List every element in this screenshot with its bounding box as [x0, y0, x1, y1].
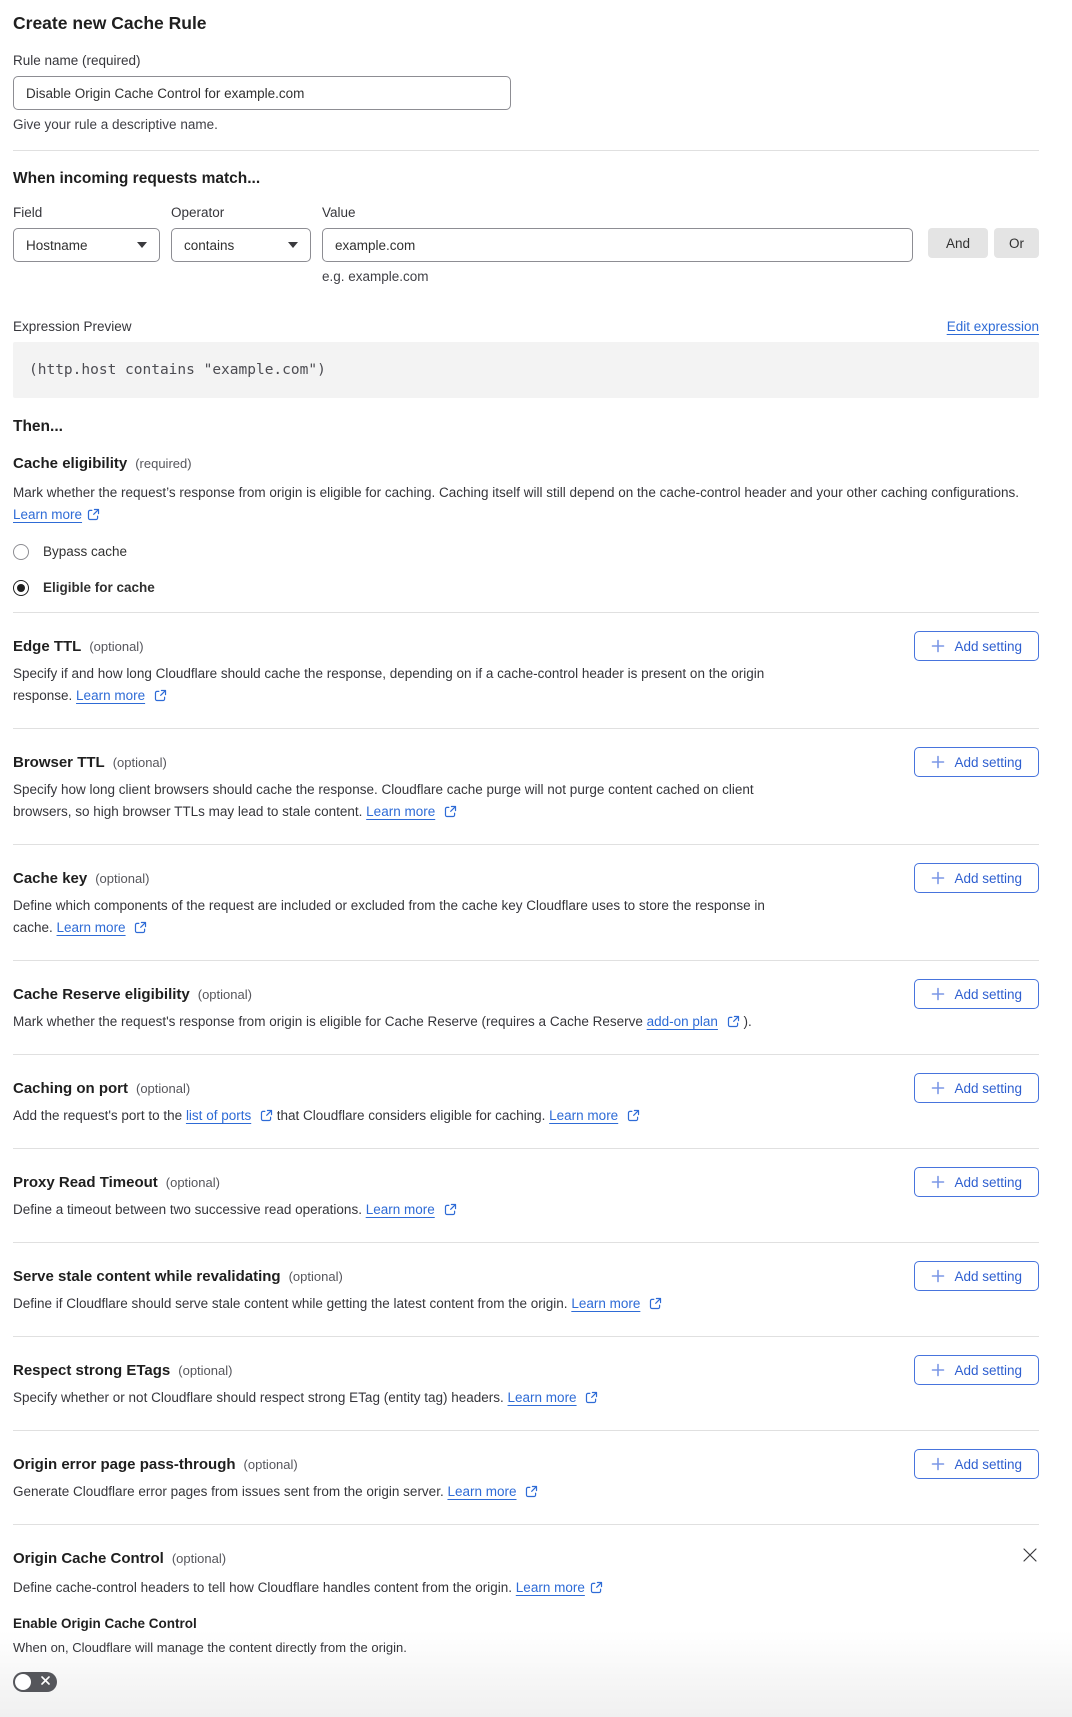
external-link-icon — [627, 1109, 640, 1122]
eligible-for-cache-label: Eligible for cache — [43, 580, 155, 595]
setting-description: Define if Cloudflare should serve stale content while getting the latest content from the origin. Learn more — [13, 1293, 808, 1315]
external-link-icon — [590, 1581, 603, 1594]
setting-info — [13, 1455, 1039, 1503]
origin-cache-control-title: Origin Cache Control — [13, 1550, 164, 1567]
setting-optional-badge: (optional) — [165, 1175, 220, 1190]
learn-more-link[interactable]: Learn more — [76, 688, 146, 703]
learn-more-link[interactable]: Learn more — [13, 507, 83, 522]
external-link-icon — [585, 1391, 598, 1404]
learn-more-link[interactable]: add-on plan — [646, 1014, 718, 1029]
plus-icon — [931, 755, 945, 769]
expression-preview-row — [13, 319, 1039, 334]
setting-title: Edge TTL — [13, 638, 82, 655]
then-heading: Then... — [13, 418, 63, 435]
add-setting-button[interactable] — [914, 1449, 1039, 1479]
external-link-icon — [134, 921, 147, 934]
external-link-icon — [87, 508, 100, 521]
setting-optional-badge: (optional) — [89, 639, 144, 654]
enable-origin-cache-control-note: When on, Cloudflare will manage the content directly from the origin. — [13, 1640, 407, 1655]
cache-eligibility-description-text: Mark whether the request’s response from origin is eligible for caching. Caching itself will still depend on the cache-control header and your other caching configurations. — [13, 485, 1020, 500]
setting-info — [13, 637, 1039, 707]
learn-more-link[interactable]: Learn more — [365, 1202, 435, 1217]
value-input[interactable] — [322, 228, 913, 262]
setting-optional-badge: (optional) — [288, 1269, 343, 1284]
add-setting-label: Add setting — [954, 1268, 1022, 1284]
learn-more-link[interactable]: Learn more — [515, 1580, 585, 1595]
setting-section — [13, 1149, 1039, 1243]
setting-info — [13, 1361, 1039, 1409]
setting-section — [13, 1243, 1039, 1337]
match-condition-row — [13, 204, 1039, 286]
setting-info — [13, 1267, 1039, 1315]
add-setting-label: Add setting — [954, 870, 1022, 886]
setting-optional-badge: (optional) — [95, 871, 150, 886]
origin-cache-control-section — [0, 1525, 1072, 1717]
setting-description: Mark whether the request's response from origin is eligible for Cache Reserve (requires a Cache Reserve add-on plan ). — [13, 1014, 752, 1029]
value-label: Value — [322, 205, 356, 220]
setting-section — [13, 845, 1039, 961]
origin-cache-control-description-text: Define cache-control headers to tell how Cloudflare handles content from the origin. — [13, 1580, 516, 1595]
setting-title: Browser TTL — [13, 754, 105, 771]
eligible-for-cache-radio[interactable] — [13, 578, 1039, 598]
cache-eligibility-required-badge: (required) — [135, 456, 192, 471]
setting-title: Caching on port — [13, 1080, 128, 1097]
cache-eligibility-description — [13, 482, 1023, 526]
match-heading: When incoming requests match... — [13, 170, 261, 187]
add-setting-label: Add setting — [954, 754, 1022, 770]
setting-optional-badge: (optional) — [112, 755, 167, 770]
external-link-icon — [525, 1485, 538, 1498]
or-button[interactable]: Or — [994, 228, 1039, 258]
setting-title: Proxy Read Timeout — [13, 1174, 158, 1191]
rule-name-helper: Give your rule a descriptive name. — [13, 117, 218, 132]
operator-label: Operator — [171, 205, 225, 220]
setting-section — [13, 1431, 1039, 1525]
setting-optional-badge: (optional) — [197, 987, 252, 1002]
radio-circle-icon[interactable] — [13, 580, 29, 596]
toggle-knob — [15, 1674, 31, 1690]
setting-description: Define which components of the request are included or excluded from the cache key Cloudflare uses to store the response in cache. Learn more — [13, 898, 765, 935]
plus-icon — [931, 1269, 945, 1283]
add-setting-label: Add setting — [954, 1174, 1022, 1190]
setting-title: Origin error page pass-through — [13, 1456, 236, 1473]
close-icon[interactable] — [1021, 1547, 1039, 1565]
external-link-icon — [727, 1015, 740, 1028]
external-link-icon — [444, 1203, 457, 1216]
plus-icon — [931, 987, 945, 1001]
add-setting-button[interactable] — [914, 863, 1039, 893]
add-setting-label: Add setting — [954, 1456, 1022, 1472]
setting-optional-badge: (optional) — [243, 1457, 298, 1472]
optional-settings-list — [13, 613, 1039, 1525]
enable-origin-cache-control-heading: Enable Origin Cache Control — [13, 1616, 197, 1631]
setting-title: Cache Reserve eligibility — [13, 986, 190, 1003]
plus-icon — [931, 1175, 945, 1189]
plus-icon — [931, 639, 945, 653]
setting-title: Cache key — [13, 870, 88, 887]
radio-circle-icon[interactable] — [13, 544, 29, 560]
setting-section — [13, 613, 1039, 729]
setting-info — [13, 753, 1039, 823]
plus-icon — [931, 1081, 945, 1095]
and-button[interactable]: And — [928, 228, 988, 258]
origin-cache-control-optional-badge: (optional) — [171, 1551, 227, 1566]
learn-more-link[interactable]: Learn more — [571, 1296, 641, 1311]
field-select[interactable] — [13, 228, 160, 262]
setting-section — [13, 961, 1039, 1055]
setting-info — [13, 1079, 1039, 1127]
external-link-icon — [154, 689, 167, 702]
rule-name-input[interactable] — [13, 76, 511, 110]
learn-more-link[interactable]: Learn more — [366, 804, 436, 819]
external-link-icon — [444, 805, 457, 818]
learn-more-link[interactable]: list of ports — [185, 1108, 252, 1123]
learn-more-link[interactable]: Learn more — [549, 1108, 619, 1123]
setting-title: Serve stale content while revalidating — [13, 1268, 281, 1285]
setting-description: Specify whether or not Cloudflare should respect strong ETag (entity tag) headers. Learn more — [13, 1387, 808, 1409]
field-label: Field — [13, 205, 43, 220]
expression-preview-label: Expression Preview — [13, 319, 132, 334]
setting-description: Define a timeout between two successive read operations. Learn more — [13, 1199, 808, 1221]
origin-cache-control-toggle[interactable] — [13, 1672, 57, 1692]
setting-info — [13, 869, 1039, 939]
setting-info — [13, 985, 1039, 1033]
add-setting-button[interactable] — [914, 1167, 1039, 1197]
learn-more-link[interactable]: Learn more — [56, 920, 126, 935]
field-select-value: Hostname — [26, 237, 88, 253]
cache-eligibility-section — [13, 454, 1039, 613]
origin-cache-control-description — [13, 1577, 1023, 1599]
setting-section — [13, 729, 1039, 845]
setting-description: Specify how long client browsers should cache the response. Cloudflare cache purge will not purge content cached on client browsers, so high browser TTLs may lead to stale content. Learn more — [13, 782, 754, 819]
setting-section — [13, 1337, 1039, 1431]
add-setting-button[interactable] — [914, 979, 1039, 1009]
setting-info — [13, 1173, 1039, 1221]
chevron-down-icon — [137, 242, 147, 248]
learn-more-link[interactable]: Learn more — [447, 1484, 517, 1499]
setting-description: Add the request's port to the list of ports that Cloudflare considers eligible for caching. Learn more — [13, 1105, 808, 1127]
divider — [13, 150, 1039, 151]
add-setting-label: Add setting — [954, 638, 1022, 654]
cache-eligibility-title: Cache eligibility — [13, 455, 128, 472]
operator-select-value: contains — [184, 237, 235, 253]
plus-icon — [931, 1363, 945, 1377]
add-setting-button[interactable] — [914, 747, 1039, 777]
plus-icon — [931, 1457, 945, 1471]
learn-more-link[interactable]: Learn more — [507, 1390, 577, 1405]
operator-select[interactable] — [171, 228, 311, 262]
bypass-cache-label: Bypass cache — [43, 544, 128, 559]
add-setting-label: Add setting — [954, 1362, 1022, 1378]
edit-expression-link[interactable]: Edit expression — [946, 319, 1039, 334]
plus-icon — [931, 871, 945, 885]
add-setting-label: Add setting — [954, 1080, 1022, 1096]
setting-optional-badge: (optional) — [136, 1081, 191, 1096]
setting-title: Respect strong ETags — [13, 1362, 171, 1379]
chevron-down-icon — [288, 242, 298, 248]
bypass-cache-radio[interactable] — [13, 542, 1039, 562]
add-setting-button[interactable] — [914, 1355, 1039, 1385]
external-link-icon — [649, 1297, 662, 1310]
setting-description: Generate Cloudflare error pages from issues sent from the origin server. Learn more — [13, 1481, 808, 1503]
external-link-icon — [260, 1109, 273, 1122]
setting-description: Specify if and how long Cloudflare should cache the response, depending on if a cache-control header is present on the origin response. Learn more — [13, 666, 765, 703]
add-setting-button[interactable] — [914, 1073, 1039, 1103]
add-setting-button[interactable] — [914, 1261, 1039, 1291]
toggle-off-x-icon — [41, 1676, 50, 1685]
setting-section — [13, 1055, 1039, 1149]
page-title: Create new Cache Rule — [13, 13, 207, 33]
add-setting-button[interactable] — [914, 631, 1039, 661]
expression-code-block: (http.host contains "example.com") — [13, 342, 1039, 398]
value-helper: e.g. example.com — [322, 269, 429, 284]
add-setting-label: Add setting — [954, 986, 1022, 1002]
setting-optional-badge: (optional) — [178, 1363, 233, 1378]
rule-name-label: Rule name (required) — [13, 53, 141, 68]
